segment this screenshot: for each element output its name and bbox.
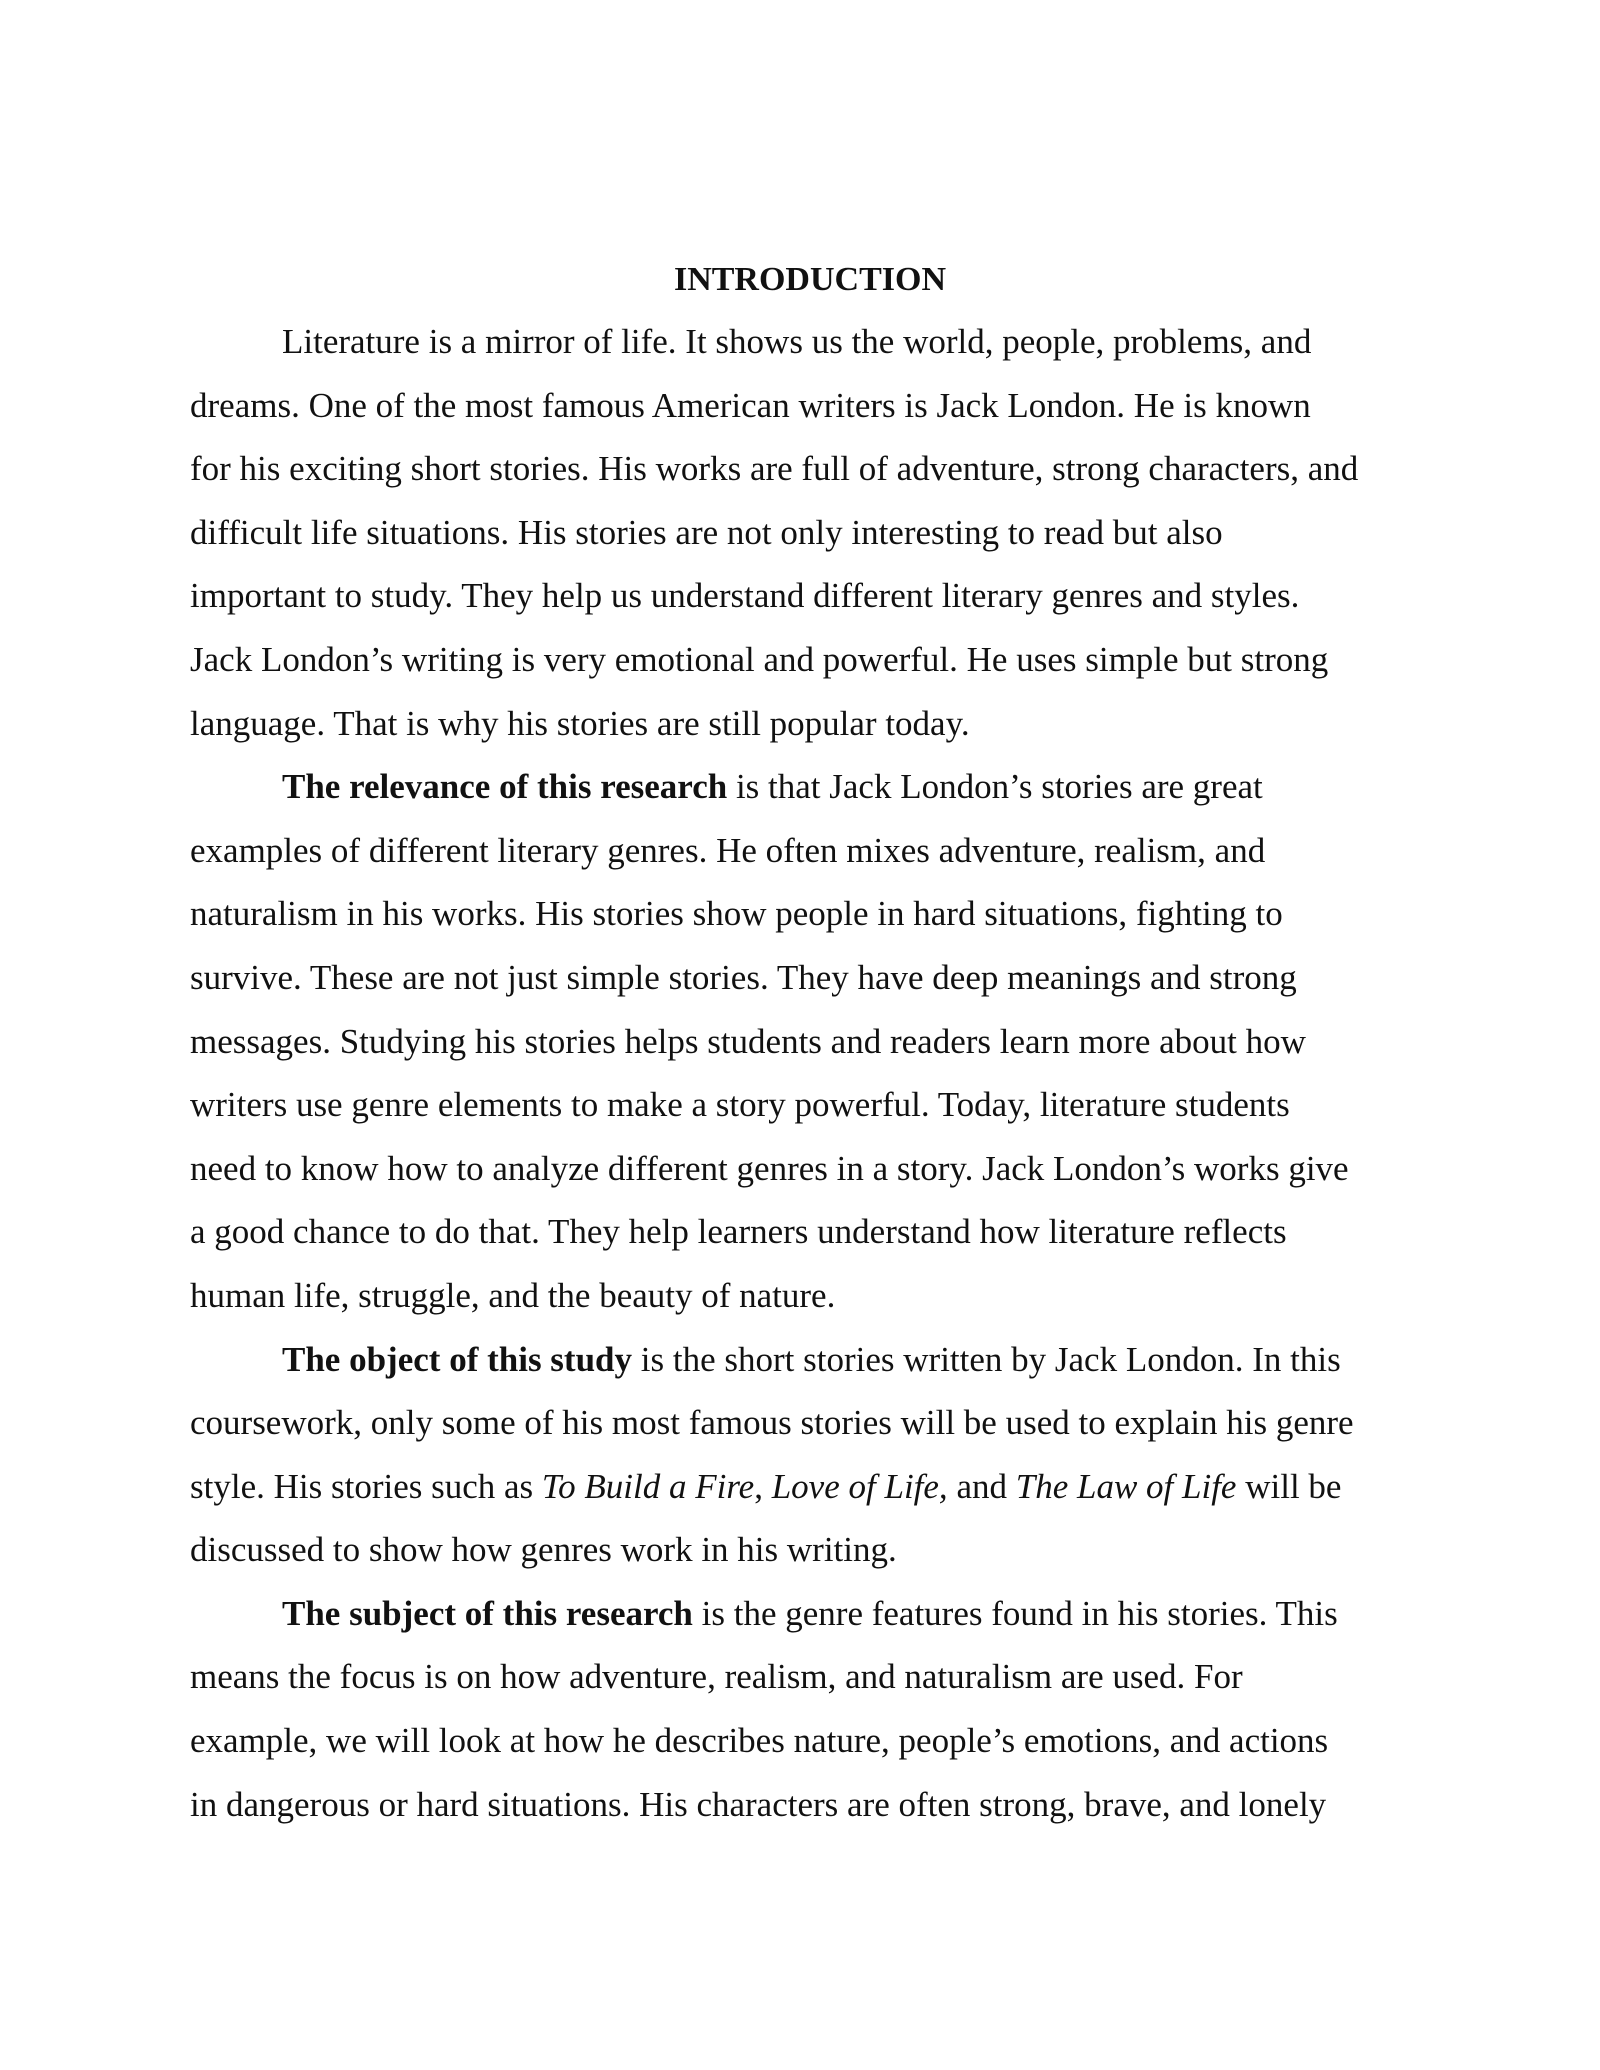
paragraph-subject [190, 1582, 1430, 1836]
text-line [190, 1582, 1430, 1646]
text-line [190, 1328, 1430, 1392]
text-run: is the genre features found in his stories. This [692, 1593, 1338, 1633]
text-line: example, we will look at how he describes nature, people’s emotions, and actions [190, 1721, 1329, 1761]
document-body [190, 250, 1430, 1836]
text-line: for his exciting short stories. His works are full of adventure, strong characters, and [190, 449, 1359, 489]
text-line: Jack London’s writing is very emotional and powerful. He uses simple but strong [190, 639, 1329, 679]
text-run: will be [1236, 1466, 1342, 1506]
text-line: discussed to show how genres work in his writing. [190, 1530, 897, 1570]
text-line: coursework, only some of his most famous stories will be used to explain his genre [190, 1403, 1354, 1443]
text-line: human life, struggle, and the beauty of nature. [190, 1275, 836, 1315]
text-line: difficult life situations. His stories are not only interesting to read but also [190, 512, 1223, 552]
text-line: language. That is why his stories are still popular today. [190, 703, 970, 743]
story-title: Love of Life, [771, 1466, 948, 1506]
subject-lead: The subject of this research [282, 1593, 693, 1633]
text-line: a good chance to do that. They help learners understand how literature reflects [190, 1212, 1287, 1252]
text-line: survive. These are not just simple stories. They have deep meanings and strong [190, 957, 1297, 997]
text-run: , [754, 1466, 772, 1506]
text-line [190, 1455, 1430, 1519]
story-title: The Law of Life [1015, 1466, 1237, 1506]
text-line: messages. Studying his stories helps students and readers learn more about how [190, 1021, 1306, 1061]
text-line: naturalism in his works. His stories show people in hard situations, fighting to [190, 894, 1283, 934]
text-line: means the focus is on how adventure, realism, and naturalism are used. For [190, 1657, 1243, 1697]
page-title: INTRODUCTION [673, 261, 947, 298]
text-line: need to know how to analyze different genres in a story. Jack London’s works give [190, 1148, 1349, 1188]
paragraph-relevance [190, 755, 1430, 1327]
text-run: style. His stories such as [190, 1466, 542, 1506]
story-title: To Build a Fire [541, 1466, 755, 1506]
text-run: and [947, 1466, 1016, 1506]
object-lead: The object of this study [282, 1339, 633, 1379]
text-line: dreams. One of the most famous American writers is Jack London. He is known [190, 385, 1311, 425]
text-line: in dangerous or hard situations. His characters are often strong, brave, and lonely [190, 1784, 1327, 1824]
text-run: is that Jack London’s stories are great [727, 767, 1263, 807]
text-line: writers use genre elements to make a story powerful. Today, literature students [190, 1085, 1290, 1125]
text-line: examples of different literary genres. He often mixes adventure, realism, and [190, 830, 1266, 870]
text-line: Literature is a mirror of life. It shows us the world, people, problems, and [282, 322, 1312, 361]
paragraph-intro [190, 310, 1430, 755]
paragraph-object [190, 1328, 1430, 1582]
relevance-lead: The relevance of this research [282, 767, 728, 807]
text-line: important to study. They help us understand different literary genres and styles. [190, 576, 1300, 616]
text-line [190, 755, 1430, 819]
text-run: is the short stories written by Jack London. In this [632, 1339, 1341, 1379]
